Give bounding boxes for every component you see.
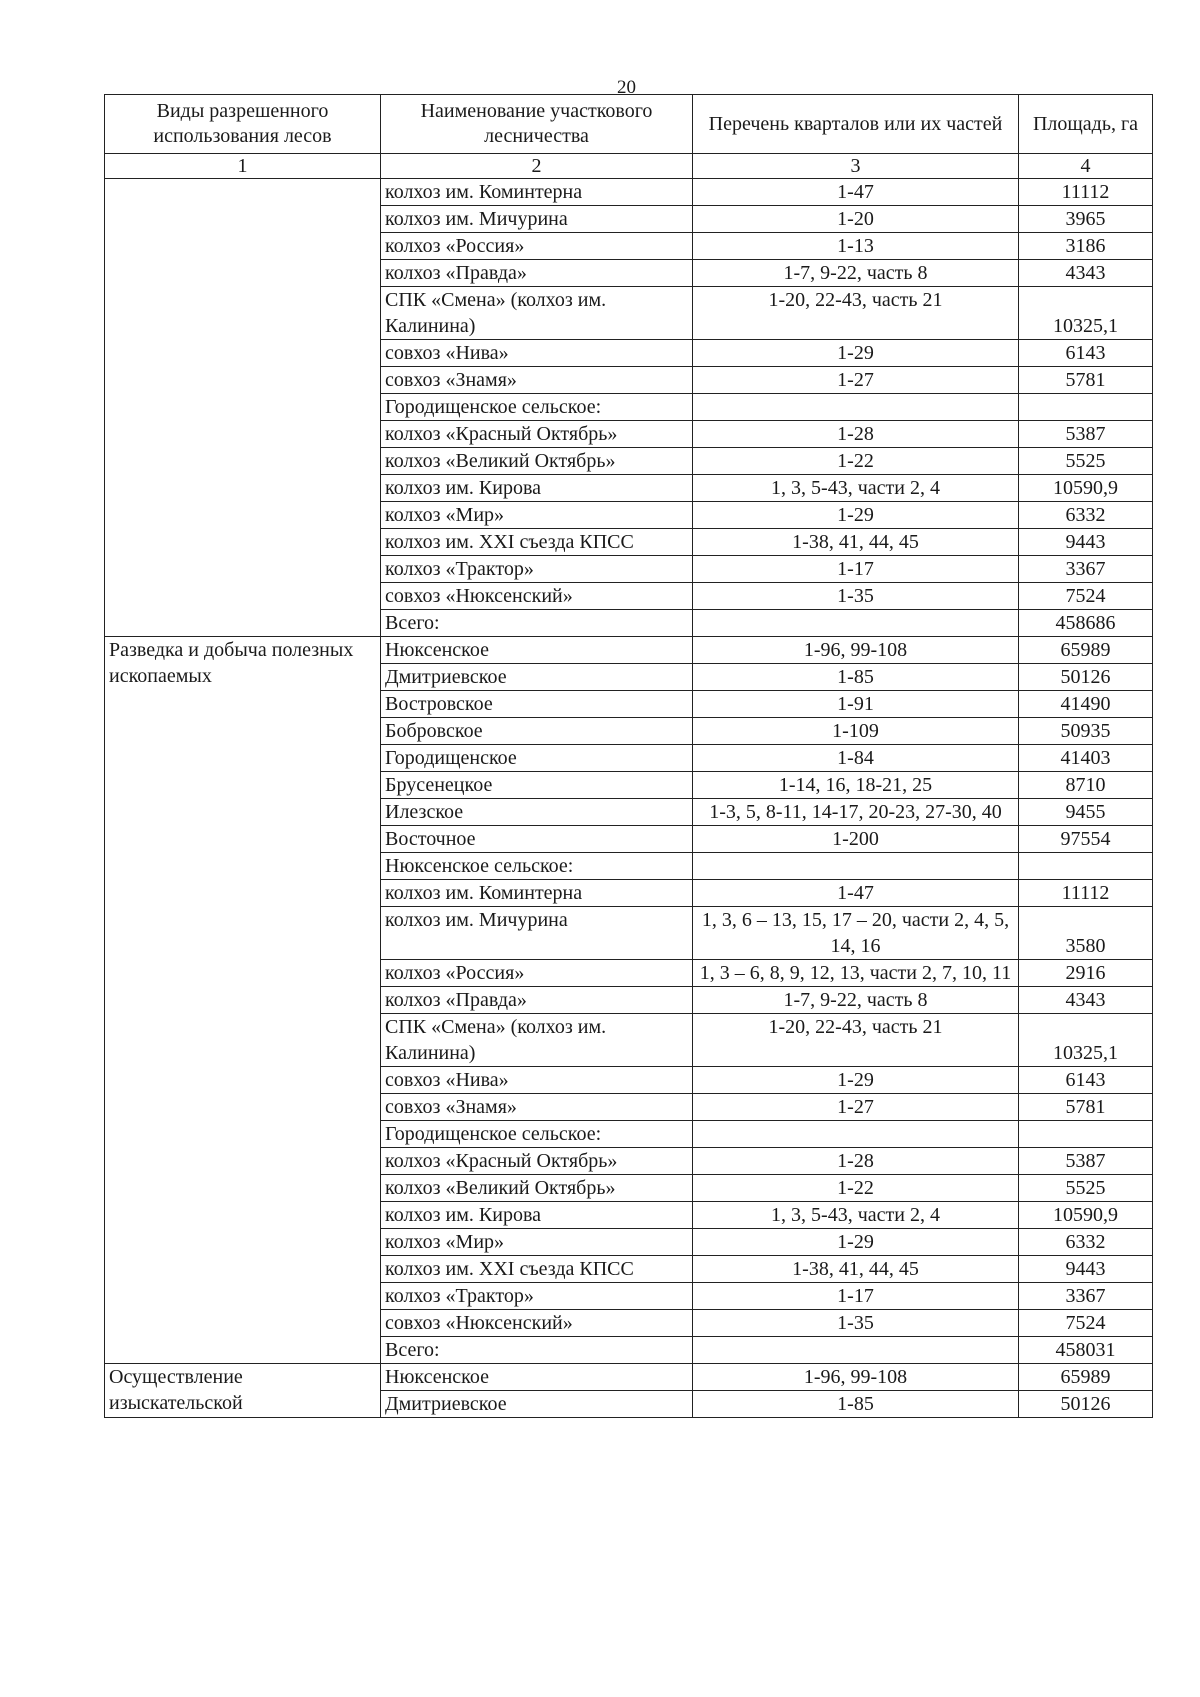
quarters-cell: 1-84 <box>693 745 1019 772</box>
quarters-cell: 1-109 <box>693 718 1019 745</box>
forestry-name-cell: Нюксенское <box>381 1364 693 1391</box>
quarters-cell: 1-28 <box>693 421 1019 448</box>
area-cell: 9443 <box>1019 1256 1153 1283</box>
forestry-name-cell: колхоз «Мир» <box>381 1229 693 1256</box>
forestry-name-cell: Восточное <box>381 826 693 853</box>
forestry-name-cell: колхоз «Красный Октябрь» <box>381 1148 693 1175</box>
area-cell: 41490 <box>1019 691 1153 718</box>
forestry-name-cell: Брусенецкое <box>381 772 693 799</box>
quarters-cell: 1, 3, 6 – 13, 15, 17 – 20, части 2, 4, 5, 14, 16 <box>693 907 1019 960</box>
quarters-cell: 1, 3, 5-43, части 2, 4 <box>693 1202 1019 1229</box>
quarters-cell: 1-29 <box>693 502 1019 529</box>
area-cell: 3965 <box>1019 206 1153 233</box>
column-number: 3 <box>693 154 1019 179</box>
forestry-name-cell: колхоз «Трактор» <box>381 1283 693 1310</box>
forestry-name-cell: Дмитриевское <box>381 1391 693 1418</box>
area-cell: 3367 <box>1019 1283 1153 1310</box>
forestry-name-cell: колхоз им. Коминтерна <box>381 179 693 206</box>
area-cell: 3186 <box>1019 233 1153 260</box>
area-cell: 2916 <box>1019 960 1153 987</box>
forestry-name-cell: колхоз им. Мичурина <box>381 907 693 960</box>
quarters-cell: 1-200 <box>693 826 1019 853</box>
table-row <box>105 179 1153 206</box>
area-cell: 65989 <box>1019 637 1153 664</box>
forestry-name-cell: колхоз «Красный Октябрь» <box>381 421 693 448</box>
forestry-name-cell: колхоз «Россия» <box>381 960 693 987</box>
forestry-name-cell: колхоз «Россия» <box>381 233 693 260</box>
quarters-cell: 1-22 <box>693 448 1019 475</box>
forestry-name-cell: СПК «Смена» (колхоз им. Калинина) <box>381 287 693 340</box>
column-number: 1 <box>105 154 381 179</box>
area-cell <box>1019 1121 1153 1148</box>
area-cell: 97554 <box>1019 826 1153 853</box>
forestry-name-cell: совхоз «Нюксенский» <box>381 583 693 610</box>
quarters-cell: 1, 3 – 6, 8, 9, 12, 13, части 2, 7, 10, 11 <box>693 960 1019 987</box>
area-cell: 458686 <box>1019 610 1153 637</box>
quarters-cell <box>693 610 1019 637</box>
area-cell <box>1019 853 1153 880</box>
area-cell: 6332 <box>1019 502 1153 529</box>
quarters-cell: 1-29 <box>693 1229 1019 1256</box>
area-cell: 4343 <box>1019 987 1153 1014</box>
area-cell: 41403 <box>1019 745 1153 772</box>
area-cell: 5387 <box>1019 421 1153 448</box>
quarters-cell: 1-38, 41, 44, 45 <box>693 529 1019 556</box>
quarters-cell: 1-47 <box>693 880 1019 907</box>
area-cell: 11112 <box>1019 179 1153 206</box>
forestry-name-cell: Илезское <box>381 799 693 826</box>
forestry-name-cell: совхоз «Нива» <box>381 1067 693 1094</box>
forestry-name-cell: колхоз «Трактор» <box>381 556 693 583</box>
forestry-name-cell: Городищенское сельское: <box>381 394 693 421</box>
quarters-cell: 1-7, 9-22, часть 8 <box>693 987 1019 1014</box>
area-cell: 9443 <box>1019 529 1153 556</box>
table-row <box>105 1364 1153 1391</box>
forestry-name-cell: совхоз «Нюксенский» <box>381 1310 693 1337</box>
forestry-name-cell: колхоз «Мир» <box>381 502 693 529</box>
quarters-cell: 1-28 <box>693 1148 1019 1175</box>
forestry-name-cell: Всего: <box>381 610 693 637</box>
forestry-name-cell: совхоз «Знамя» <box>381 1094 693 1121</box>
quarters-cell: 1-20, 22-43, часть 21 <box>693 1014 1019 1067</box>
quarters-cell: 1-27 <box>693 1094 1019 1121</box>
forestry-name-cell: Бобровское <box>381 718 693 745</box>
area-cell: 10325,1 <box>1019 287 1153 340</box>
quarters-cell: 1-29 <box>693 340 1019 367</box>
area-cell: 3367 <box>1019 556 1153 583</box>
quarters-cell: 1-38, 41, 44, 45 <box>693 1256 1019 1283</box>
table-row <box>105 637 1153 664</box>
forestry-name-cell: колхоз «Великий Октябрь» <box>381 448 693 475</box>
area-cell: 50126 <box>1019 664 1153 691</box>
area-cell: 5387 <box>1019 1148 1153 1175</box>
area-cell: 10325,1 <box>1019 1014 1153 1067</box>
header-row <box>105 95 1153 154</box>
use-type-cell <box>105 179 381 637</box>
column-number: 4 <box>1019 154 1153 179</box>
area-cell: 6143 <box>1019 340 1153 367</box>
quarters-cell: 1-29 <box>693 1067 1019 1094</box>
quarters-cell: 1-85 <box>693 1391 1019 1418</box>
quarters-cell: 1-22 <box>693 1175 1019 1202</box>
area-cell: 11112 <box>1019 880 1153 907</box>
quarters-cell <box>693 394 1019 421</box>
quarters-cell: 1-7, 9-22, часть 8 <box>693 260 1019 287</box>
quarters-cell: 1-35 <box>693 583 1019 610</box>
quarters-cell: 1-20, 22-43, часть 21 <box>693 287 1019 340</box>
quarters-cell: 1-27 <box>693 367 1019 394</box>
forestry-name-cell: колхоз «Правда» <box>381 987 693 1014</box>
quarters-cell: 1-47 <box>693 179 1019 206</box>
forestry-name-cell: Городищенское <box>381 745 693 772</box>
area-cell: 9455 <box>1019 799 1153 826</box>
forestry-name-cell: колхоз им. Коминтерна <box>381 880 693 907</box>
area-cell: 10590,9 <box>1019 1202 1153 1229</box>
forest-use-table <box>104 94 1153 1418</box>
column-number: 2 <box>381 154 693 179</box>
table-body <box>105 179 1153 1418</box>
column-number-row <box>105 154 1153 179</box>
header-use-type: Виды разрешенного использования лесов <box>105 95 381 154</box>
area-cell: 50935 <box>1019 718 1153 745</box>
forestry-name-cell: колхоз им. XXI съезда КПСС <box>381 1256 693 1283</box>
forestry-name-cell: Дмитриевское <box>381 664 693 691</box>
header-forestry-name: Наименование участкового лесничества <box>381 95 693 154</box>
area-cell: 10590,9 <box>1019 475 1153 502</box>
forestry-name-cell: Востровское <box>381 691 693 718</box>
forestry-name-cell: СПК «Смена» (колхоз им. Калинина) <box>381 1014 693 1067</box>
forestry-name-cell: колхоз «Великий Октябрь» <box>381 1175 693 1202</box>
area-cell: 50126 <box>1019 1391 1153 1418</box>
area-cell: 5525 <box>1019 1175 1153 1202</box>
forestry-name-cell: колхоз им. Кирова <box>381 475 693 502</box>
forestry-name-cell: совхоз «Нива» <box>381 340 693 367</box>
area-cell <box>1019 394 1153 421</box>
quarters-cell <box>693 1337 1019 1364</box>
quarters-cell: 1, 3, 5-43, части 2, 4 <box>693 475 1019 502</box>
area-cell: 4343 <box>1019 260 1153 287</box>
forestry-name-cell: Городищенское сельское: <box>381 1121 693 1148</box>
area-cell: 6143 <box>1019 1067 1153 1094</box>
quarters-cell: 1-17 <box>693 556 1019 583</box>
area-cell: 3580 <box>1019 907 1153 960</box>
area-cell: 458031 <box>1019 1337 1153 1364</box>
forestry-name-cell: Нюксенское сельское: <box>381 853 693 880</box>
area-cell: 5781 <box>1019 367 1153 394</box>
quarters-cell: 1-3, 5, 8-11, 14-17, 20-23, 27-30, 40 <box>693 799 1019 826</box>
area-cell: 5525 <box>1019 448 1153 475</box>
quarters-cell: 1-20 <box>693 206 1019 233</box>
area-cell: 7524 <box>1019 583 1153 610</box>
area-cell: 5781 <box>1019 1094 1153 1121</box>
quarters-cell: 1-35 <box>693 1310 1019 1337</box>
quarters-cell: 1-17 <box>693 1283 1019 1310</box>
forestry-name-cell: Нюксенское <box>381 637 693 664</box>
quarters-cell <box>693 1121 1019 1148</box>
forestry-name-cell: колхоз им. Мичурина <box>381 206 693 233</box>
use-type-cell: Осуществление изыскательской <box>105 1364 381 1418</box>
quarters-cell: 1-85 <box>693 664 1019 691</box>
quarters-cell: 1-91 <box>693 691 1019 718</box>
page-number: 20 <box>617 77 636 98</box>
forestry-name-cell: колхоз им. XXI съезда КПСС <box>381 529 693 556</box>
header-area: Площадь, га <box>1019 95 1153 154</box>
quarters-cell: 1-14, 16, 18-21, 25 <box>693 772 1019 799</box>
forestry-name-cell: колхоз им. Кирова <box>381 1202 693 1229</box>
area-cell: 7524 <box>1019 1310 1153 1337</box>
area-cell: 8710 <box>1019 772 1153 799</box>
forestry-name-cell: колхоз «Правда» <box>381 260 693 287</box>
header-quarters: Перечень кварталов или их частей <box>693 95 1019 154</box>
quarters-cell <box>693 853 1019 880</box>
quarters-cell: 1-96, 99-108 <box>693 1364 1019 1391</box>
area-cell: 65989 <box>1019 1364 1153 1391</box>
quarters-cell: 1-96, 99-108 <box>693 637 1019 664</box>
area-cell: 6332 <box>1019 1229 1153 1256</box>
quarters-cell: 1-13 <box>693 233 1019 260</box>
forestry-name-cell: совхоз «Знамя» <box>381 367 693 394</box>
forestry-name-cell: Всего: <box>381 1337 693 1364</box>
use-type-cell: Разведка и добыча полезных ископаемых <box>105 637 381 1364</box>
